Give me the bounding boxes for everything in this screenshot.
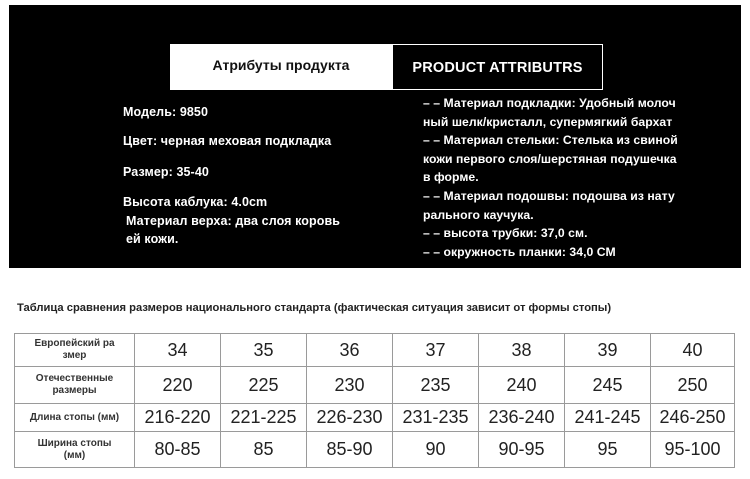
row-header: Длина стопы (мм) <box>15 404 135 432</box>
table-row <box>15 404 735 432</box>
table-cell: 95-100 <box>651 432 735 468</box>
attributes-title-en: PRODUCT ATTRIBUTRS <box>392 44 603 90</box>
table-cell: 230 <box>307 367 393 404</box>
table-cell: 38 <box>479 334 565 367</box>
table-cell: 34 <box>135 334 221 367</box>
table-cell: 221-225 <box>221 404 307 432</box>
table-cell: 250 <box>651 367 735 404</box>
table-cell: 216-220 <box>135 404 221 432</box>
attribute-color: Цвет: черная меховая подкладка <box>123 134 332 148</box>
table-cell: 85-90 <box>307 432 393 468</box>
table-cell: 35 <box>221 334 307 367</box>
table-cell: 240 <box>479 367 565 404</box>
table-cell: 90 <box>393 432 479 468</box>
size-table-caption: Таблица сравнения размеров национального стандарта (фактическая ситуация зависит от формы стопы) <box>17 302 612 314</box>
attributes-title-ru: Атрибуты продукта <box>170 44 392 90</box>
attribute-shaft-height: – – высота трубки: 37,0 см. <box>423 226 588 241</box>
table-cell: 245 <box>565 367 651 404</box>
table-cell: 226-230 <box>307 404 393 432</box>
attributes-title-bar <box>170 44 603 90</box>
table-cell: 220 <box>135 367 221 404</box>
row-header: Европейский ра змер <box>15 334 135 367</box>
table-cell: 225 <box>221 367 307 404</box>
attribute-lining-cont: ный шелк/кристалл, супермягкий бархат <box>423 114 673 129</box>
product-attributes-panel <box>9 5 741 268</box>
row-header: Ширина стопы (мм) <box>15 432 135 468</box>
table-cell: 236-240 <box>479 404 565 432</box>
attribute-sole: – – Материал подошвы: подошва из нату <box>423 188 675 203</box>
table-cell: 37 <box>393 334 479 367</box>
attribute-insole-cont: кожи первого слоя/шерстяная подушечка <box>423 151 677 166</box>
attributes-right-column <box>423 94 733 261</box>
row-header: Отечественные размеры <box>15 367 135 404</box>
attribute-shaft-circumference: – – окружность планки: 34,0 СМ <box>423 244 616 259</box>
table-cell: 246-250 <box>651 404 735 432</box>
table-cell: 39 <box>565 334 651 367</box>
attribute-upper-material: Материал верха: два слоя коровь <box>126 214 341 228</box>
attribute-sole-cont: рального каучука. <box>423 207 534 222</box>
table-cell: 90-95 <box>479 432 565 468</box>
table-row <box>15 367 735 404</box>
attribute-insole-cont2: в форме. <box>423 170 479 185</box>
size-comparison-table <box>14 333 735 468</box>
table-cell: 40 <box>651 334 735 367</box>
table-cell: 85 <box>221 432 307 468</box>
table-cell: 80-85 <box>135 432 221 468</box>
table-cell: 241-245 <box>565 404 651 432</box>
table-row <box>15 432 735 468</box>
attribute-insole: – – Материал стельки: Стелька из свиной <box>423 133 678 148</box>
table-cell: 95 <box>565 432 651 468</box>
attribute-model: Модель: 9850 <box>123 105 209 119</box>
table-cell: 36 <box>307 334 393 367</box>
table-cell: 231-235 <box>393 404 479 432</box>
table-row <box>15 334 735 367</box>
attribute-size: Размер: 35-40 <box>123 165 209 179</box>
attribute-heel-height: Высота каблука: 4.0cm <box>123 195 268 209</box>
attribute-upper-material-cont: ей кожи. <box>126 232 179 246</box>
attribute-lining: – – Материал подкладки: Удобный молоч <box>423 96 676 110</box>
table-cell: 235 <box>393 367 479 404</box>
